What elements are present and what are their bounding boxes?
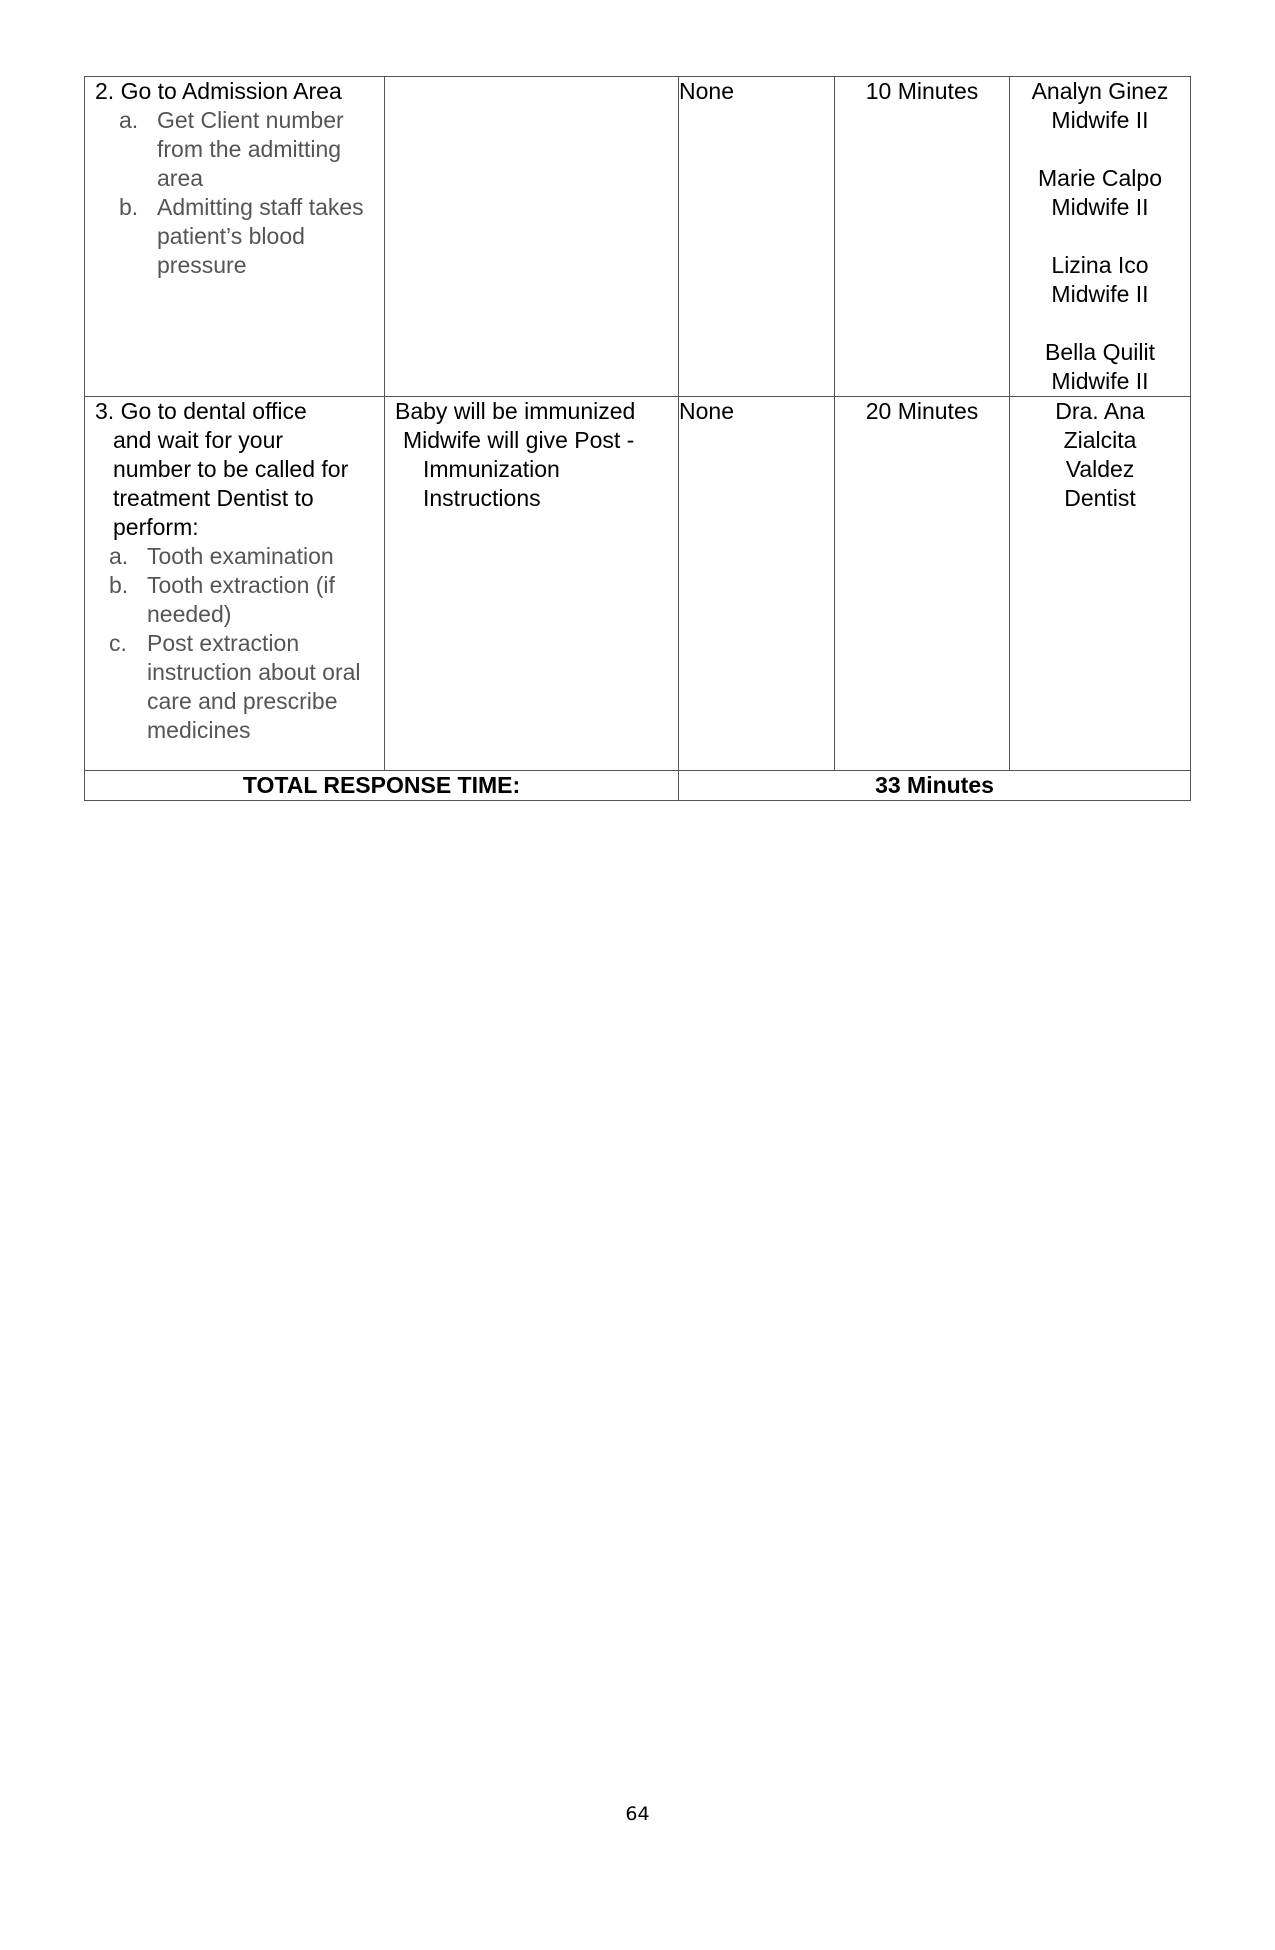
total-response-time-value: 33 Minutes: [679, 771, 1191, 801]
person-entry: Dra. Ana Zialcita Valdez Dentist: [1055, 398, 1145, 511]
sub-step-list: [85, 542, 384, 745]
sub-step-text: Tooth extraction (if needed): [147, 572, 335, 627]
processing-time-cell: 10 Minutes: [835, 77, 1010, 397]
sub-step: [85, 629, 384, 745]
sub-step-marker: a.: [119, 107, 139, 133]
total-row: [85, 771, 1191, 801]
total-response-time-label: TOTAL RESPONSE TIME:: [85, 771, 679, 801]
step-title: 3. Go to dental office and wait for your number to be called for treatment Dentist to perform:: [95, 398, 349, 540]
person-name: Lizina Ico: [1051, 252, 1149, 278]
sub-step: [85, 193, 384, 280]
sub-step-text: Post extraction instruction about oral care and prescribe medicines: [147, 630, 361, 743]
sub-step-marker: b.: [109, 572, 129, 598]
processing-time-cell: 20 Minutes: [835, 397, 1010, 771]
person-role: Midwife II: [1051, 194, 1149, 220]
step-title: 2. Go to Admission Area: [95, 78, 342, 104]
person-name: Analyn Ginez: [1031, 78, 1169, 104]
person-responsible-cell: [1010, 77, 1191, 397]
service-table: [84, 76, 1191, 801]
table-row: [85, 77, 1191, 397]
client-steps-cell: [85, 77, 385, 397]
agency-action-cell: [385, 77, 679, 397]
person-entry: [1010, 77, 1190, 396]
person-role: Midwife II: [1051, 281, 1149, 307]
person-role: Midwife II: [1051, 368, 1149, 394]
sub-step-list: [85, 106, 384, 280]
sub-step-text: Get Client number from the admitting area: [157, 107, 344, 191]
fees-cell: None: [679, 397, 835, 771]
table-row: [85, 397, 1191, 771]
sub-step: [85, 542, 384, 571]
sub-step-marker: b.: [119, 194, 139, 220]
sub-step: [85, 571, 384, 629]
sub-step-marker: a.: [109, 543, 129, 569]
person-responsible-cell: [1010, 397, 1191, 771]
sub-step-text: Admitting staff takes patient’s blood pressure: [157, 194, 364, 278]
sub-step-marker: c.: [109, 630, 127, 656]
sub-step: [85, 106, 384, 193]
client-steps-cell: [85, 397, 385, 771]
sub-step-text: Tooth examination: [147, 543, 334, 569]
person-role: Midwife II: [1051, 107, 1149, 133]
page-number: 64: [625, 1803, 650, 1825]
agency-action-cell: Baby will be immunized Midwife will give Post - Immunization Instructions: [385, 397, 679, 771]
person-name: Bella Quilit: [1045, 339, 1155, 365]
fees-cell: None: [679, 77, 835, 397]
person-name: Marie Calpo: [1038, 165, 1162, 191]
